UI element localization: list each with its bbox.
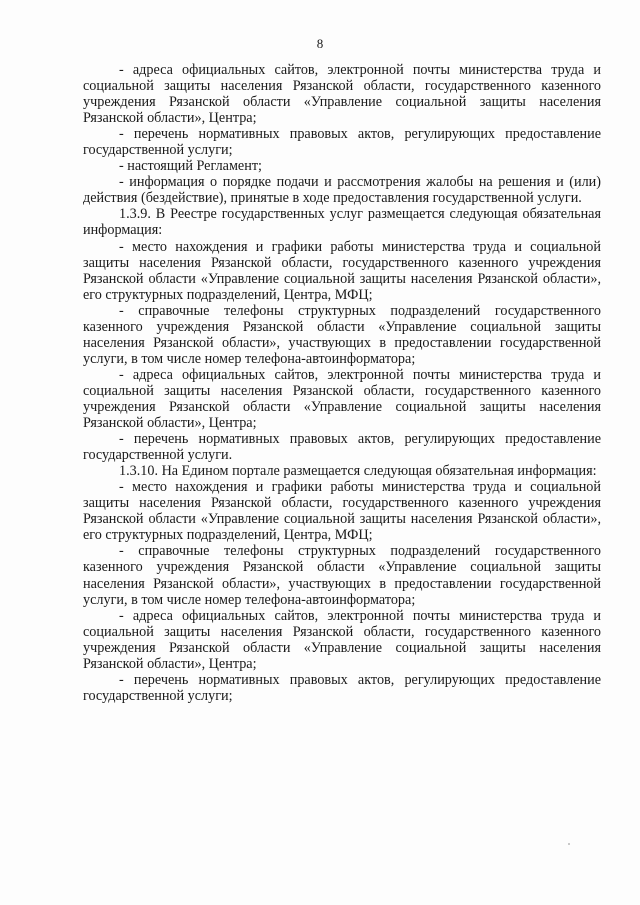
paragraph-phones-1: - справочные телефоны структурных подразделений государственного казенного учреждения Рязанской области «Управление социальной защиты населения Рязанской области», участвующих в предоставлении государственной услуги, в том числе номер телефона-автоинформатора; [83, 302, 601, 367]
paragraph-complaints: - информация о порядке подачи и рассмотрения жалобы на решения и (или) действия (бездействие), принятые в ходе предоставления государственной услуги. [83, 174, 601, 207]
document-body [83, 62, 601, 704]
paragraph-phones-2: - справочные телефоны структурных подразделений государственного казенного учреждения Рязанской области «Управление социальной защиты населения Рязанской области», участвующих в предоставлении государственной услуги, в том числе номер телефона-автоинформатора; [83, 543, 601, 608]
paragraph-websites-2: - адреса официальных сайтов, электронной почты министерства труда и социальной защиты населения Рязанской области, государственного казенного учреждения Рязанской области «Управление социальной защиты населения Рязанской области», Центра; [83, 366, 601, 432]
paragraph-section-1-3-9: 1.3.9. В Реестре государственных услуг размещается следующая обязательная информация: [83, 206, 601, 239]
paragraph-legal-acts-1: - перечень нормативных правовых актов, регулирующих предоставление государственной услуги; [83, 126, 601, 159]
paragraph-regulation: - настоящий Регламент; [119, 158, 262, 175]
page-number: 8 [316, 36, 324, 51]
paragraph-legal-acts-3: - перечень нормативных правовых актов, регулирующих предоставление государственной услуги; [83, 671, 601, 704]
paragraph-websites-1: - адреса официальных сайтов, электронной почты министерства труда и социальной защиты населения Рязанской области, государственного казенного учреждения Рязанской области «Управление социальной защиты населения Рязанской области», Центра; [83, 62, 601, 127]
paragraph-location-1: - место нахождения и графики работы министерства труда и социальной защиты населения Рязанской области, государственного казенного учреждения Рязанской области «Управление социальной защиты населения Рязанской области», его структурных подразделений, Центра, МФЦ; [83, 238, 601, 303]
paragraph-section-1-3-10: 1.3.10. На Едином портале размещается следующая обязательная информация: [119, 463, 597, 480]
paragraph-location-2: - место нахождения и графики работы министерства труда и социальной защиты населения Рязанской области, государственного казенного учреждения Рязанской области «Управление социальной защиты населения Рязанской области», его структурных подразделений, Центра, МФЦ; [83, 479, 601, 544]
scan-speck [568, 843, 570, 845]
paragraph-legal-acts-2: - перечень нормативных правовых актов, регулирующих предоставление государственной услуги. [83, 431, 601, 464]
paragraph-websites-3: - адреса официальных сайтов, электронной почты министерства труда и социальной защиты населения Рязанской области, государственного казенного учреждения Рязанской области «Управление социальной защиты населения Рязанской области», Центра; [83, 607, 601, 672]
